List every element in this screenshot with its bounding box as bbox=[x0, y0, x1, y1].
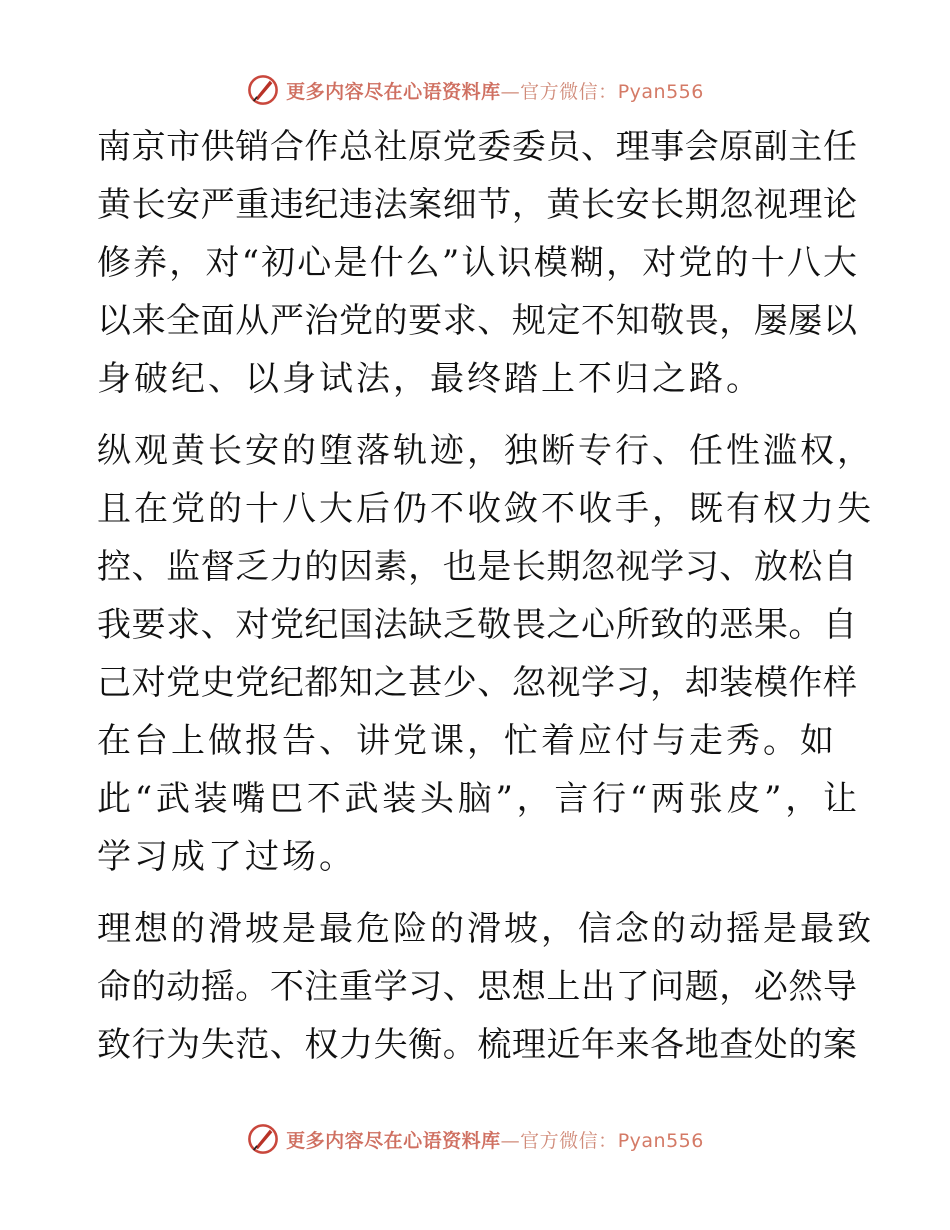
paragraph-2 bbox=[97, 422, 874, 886]
text-line: 南京市供销合作总社原党委委员、理事会原副主任 bbox=[97, 127, 857, 167]
text-line: 身破纪、以身试法，最终踏上不归之路。 bbox=[97, 359, 763, 399]
text-line: 我要求、对党纪国法缺乏敬畏之心所致的恶果。自 bbox=[97, 605, 857, 645]
quill-logo-icon bbox=[246, 73, 280, 107]
text-line: 以来全面从严治党的要求、规定不知敬畏，屡屡以 bbox=[97, 301, 857, 341]
watermark-separator: — bbox=[500, 80, 521, 103]
watermark-wechat-label: 官方微信： bbox=[520, 80, 618, 103]
document-body bbox=[97, 118, 874, 1088]
watermark-text bbox=[286, 77, 704, 104]
watermark-text bbox=[286, 1126, 704, 1153]
text-line: 且在党的十八大后仍不收敛不收手，既有权力失 bbox=[97, 489, 874, 529]
text-line: 己对党史党纪都知之甚少、忽视学习，却装模作样 bbox=[97, 663, 857, 703]
text-line: 纵观黄长安的堕落轨迹，独断专行、任性滥权， bbox=[97, 431, 874, 471]
text-line: 此“武装嘴巴不武装头脑”，言行“两张皮”，让 bbox=[97, 779, 857, 819]
watermark-wechat-id: Pyan556 bbox=[617, 1129, 704, 1152]
paragraph-3 bbox=[97, 900, 874, 1074]
paragraph-1 bbox=[97, 118, 857, 408]
text-line: 修养，对“初心是什么”认识模糊，对党的十八大 bbox=[97, 243, 857, 283]
watermark-wechat-id: Pyan556 bbox=[617, 80, 704, 103]
watermark-site-text: 更多内容尽在心语资料库 bbox=[286, 1129, 501, 1152]
watermark-site-text: 更多内容尽在心语资料库 bbox=[286, 80, 501, 103]
text-line: 学习成了过场。 bbox=[97, 837, 356, 877]
text-line: 理想的滑坡是最危险的滑坡，信念的动摇是最致 bbox=[97, 909, 874, 949]
watermark-wechat-label: 官方微信： bbox=[520, 1129, 618, 1152]
quill-logo-icon bbox=[246, 1122, 280, 1156]
text-line: 命的动摇。不注重学习、思想上出了问题，必然导 bbox=[97, 967, 857, 1007]
text-line: 控、监督乏力的因素，也是长期忽视学习、放松自 bbox=[97, 547, 857, 587]
text-line: 黄长安严重违纪违法案细节，黄长安长期忽视理论 bbox=[97, 185, 857, 225]
watermark-separator: — bbox=[500, 1129, 521, 1152]
text-line: 致行为失范、权力失衡。梳理近年来各地查处的案 bbox=[97, 1025, 857, 1065]
header-watermark bbox=[0, 70, 950, 110]
footer-watermark bbox=[0, 1119, 950, 1159]
text-line: 在台上做报告、讲党课，忙着应付与走秀。如 bbox=[97, 721, 837, 761]
